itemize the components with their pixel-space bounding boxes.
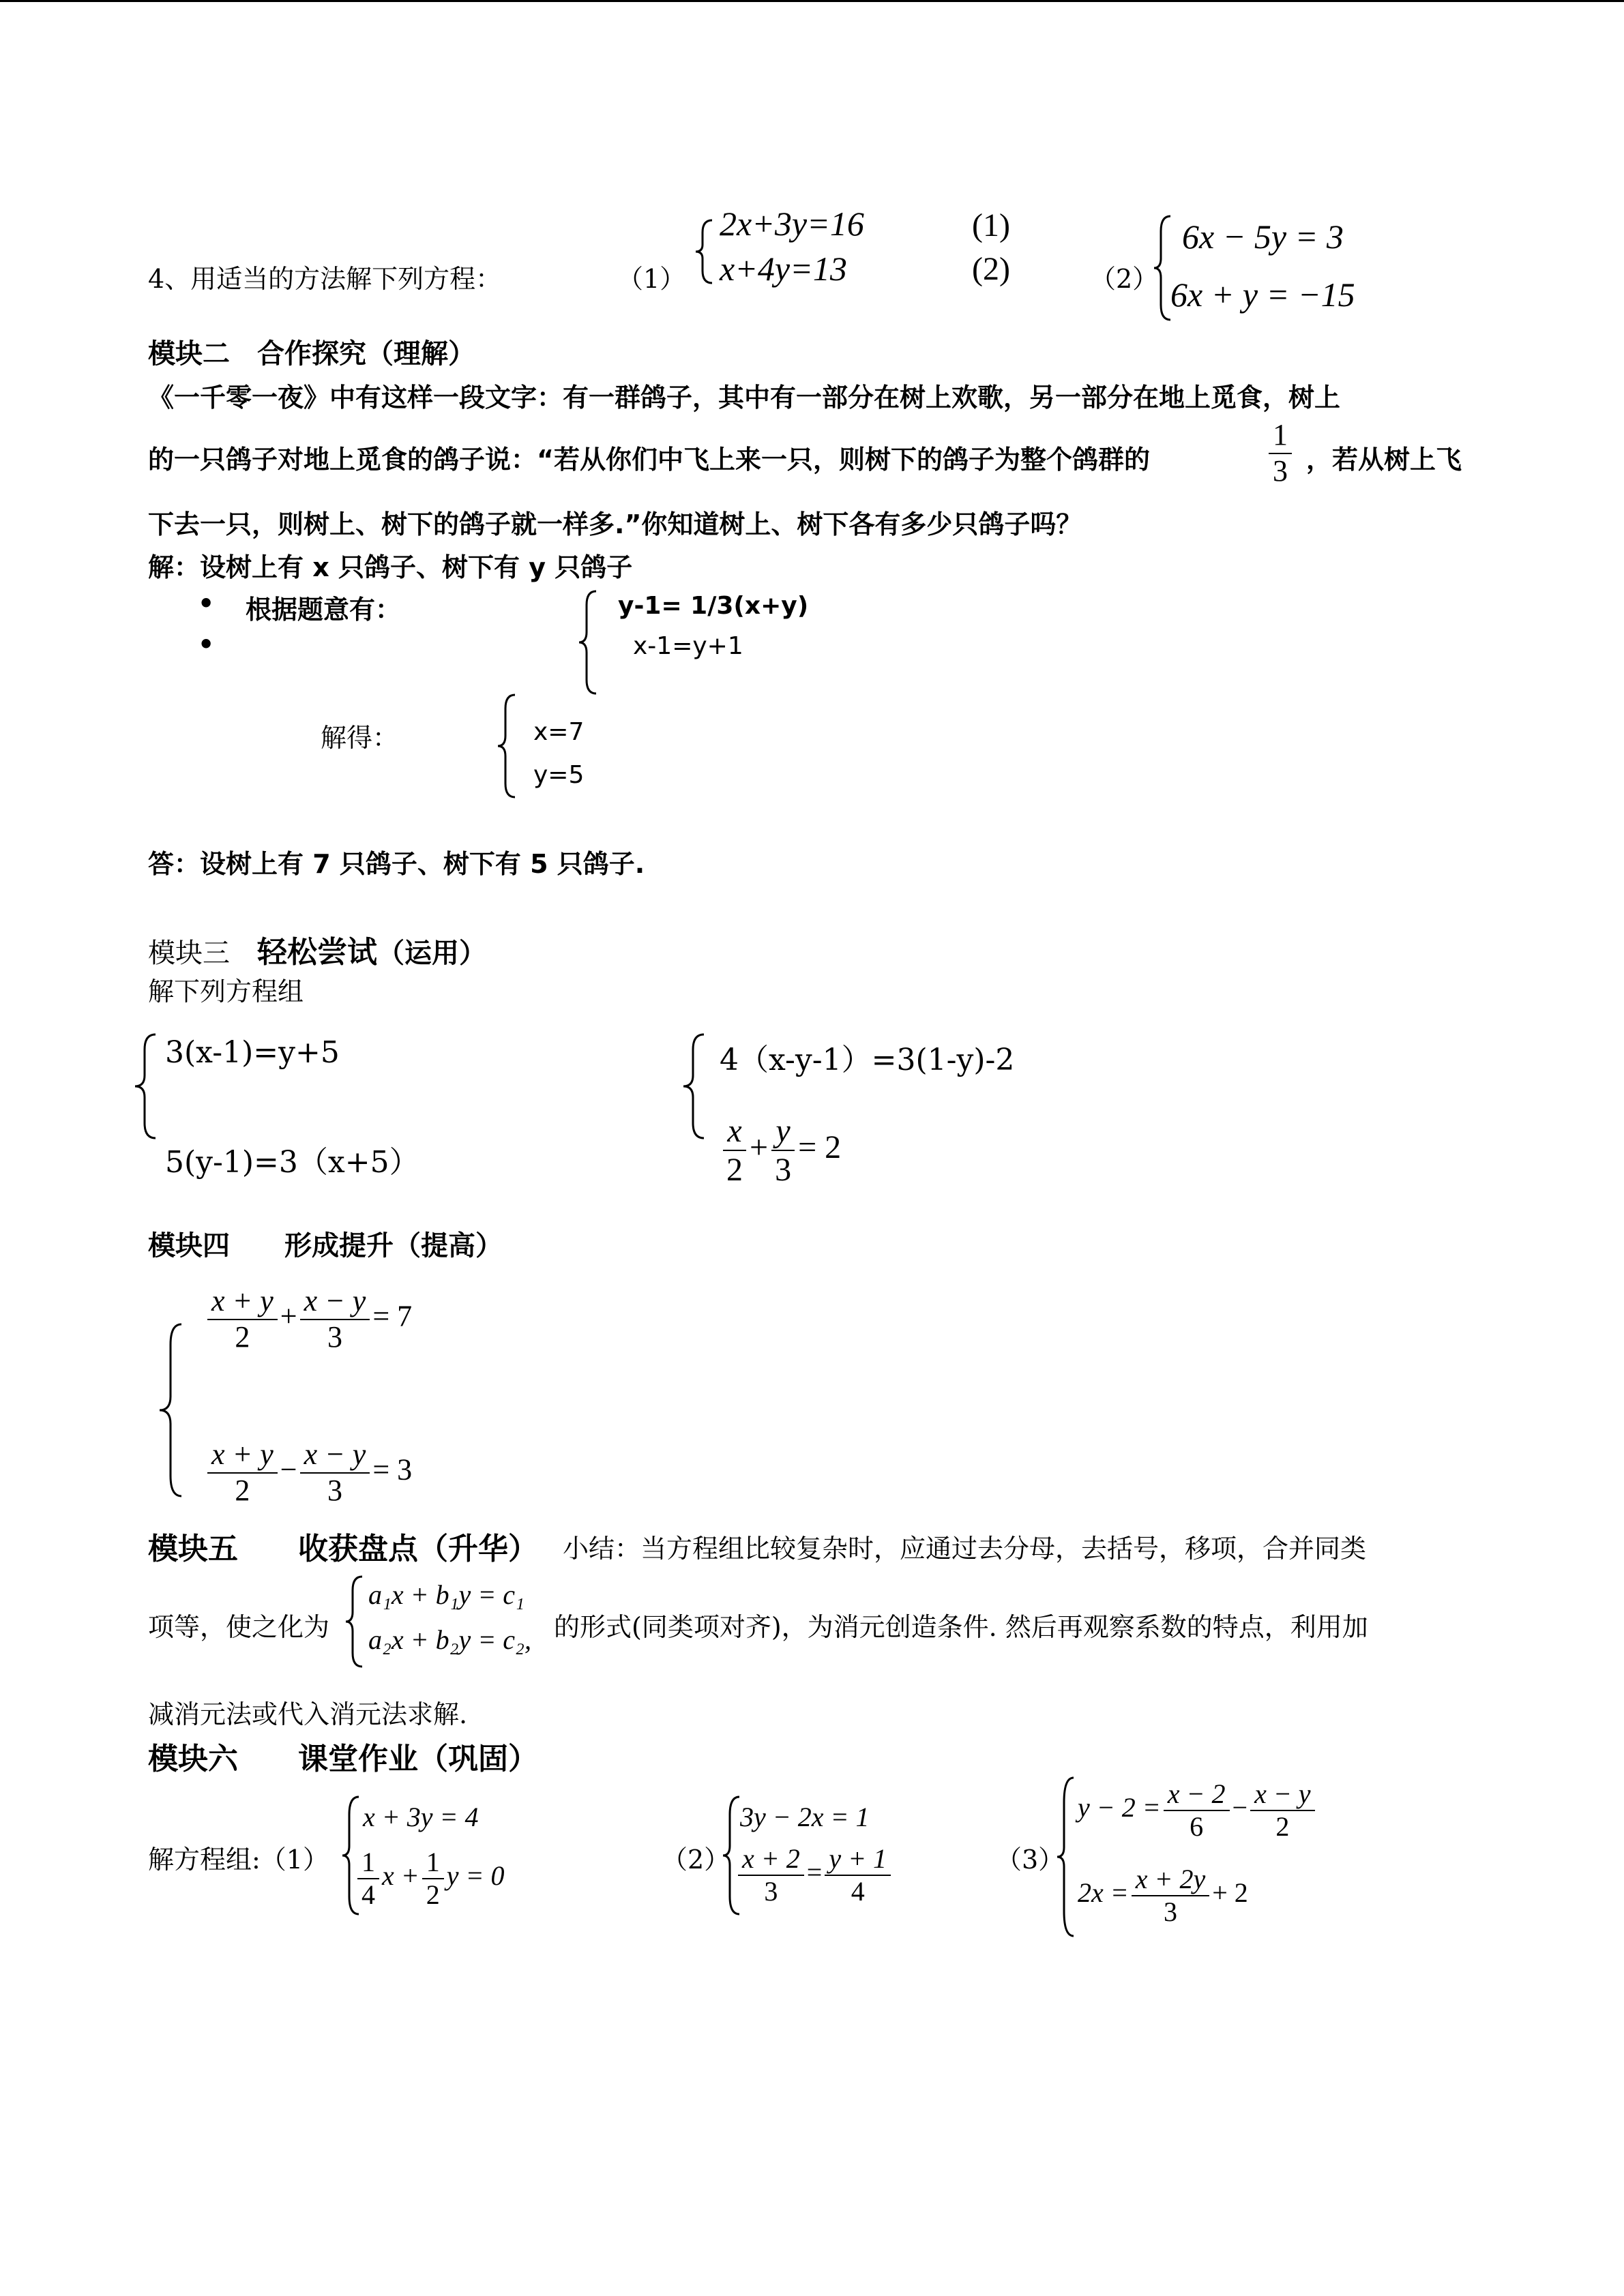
solution-x: x=7 [533, 718, 585, 746]
brace [157, 1322, 184, 1499]
system-a-eq1: 3(x-1)=y+5 [165, 1035, 340, 1070]
module5-heading: 模块五 收获盘点（升华） [148, 1532, 538, 1566]
module2-text-line2: 的一只鸽子对地上觅食的鸽子说：“若从你们中飞上来一只，则树下的鸽子为整个鸽群的 [148, 445, 1150, 475]
module5-summary: 小结：当方程组比较复杂时，应通过去分母，去括号，移项，合并同类 [563, 1534, 1367, 1564]
module6-label: 解方程组:（1） [148, 1845, 329, 1875]
solution-intro: 解：设树上有 x 只鸽子、树下有 y 只鸽子 [148, 552, 633, 582]
module5-line3: 减消元法或代入消元法求解. [148, 1699, 468, 1729]
module2-heading: 模块二 合作探究（理解） [148, 338, 475, 370]
hw2-label: （2） [662, 1845, 730, 1875]
q4-label: 4、用适当的方法解下列方程： [148, 264, 502, 294]
q4-sys1-tag1: (1) [972, 207, 1010, 243]
module4-eq2: $\frac{x + y}{2}$ − $\frac{x - y}{3}$ = 3 [205, 1437, 412, 1508]
brace [132, 1032, 160, 1141]
solved-label: 解得： [321, 723, 399, 753]
module3-subtitle: 解下列方程组 [148, 976, 304, 1007]
brace [681, 1032, 708, 1141]
module2-text-line2-end: ，若从树上飞 [1306, 445, 1462, 475]
brace [496, 692, 516, 800]
bullet: • [198, 588, 215, 618]
hw1-eq2: $\frac{1}{4}$ x + $\frac{1}{2}$ y = 0 [355, 1847, 505, 1911]
hw2-eq2: $\frac{x + 2}{3}$ = $\frac{y + 1}{4}$ [735, 1843, 894, 1907]
system-eq1: y-1= 1/3(x+y) [618, 592, 809, 620]
brace [694, 218, 715, 286]
q4-part1-label: （1） [617, 264, 686, 294]
q4-sys1-eq2: x+4y=13 [720, 250, 847, 288]
hw3-eq1: y − 2 = $\frac{x - 2}{6}$ − $\frac{x - y}{2}$ [1078, 1778, 1318, 1843]
system-eq2: x-1=y+1 [633, 632, 743, 660]
brace [577, 588, 597, 696]
hw2-eq1: 3y − 2x = 1 [740, 1802, 870, 1832]
general-form-eq1: a₁x + b₁y = c₁ [368, 1579, 525, 1610]
module4-heading: 模块四 形成提升（提高） [148, 1230, 503, 1262]
system-a-eq2: 5(y-1)=3（x+5） [165, 1145, 419, 1180]
general-form-eq2: a₂x + b₂y = c₂, [368, 1624, 531, 1655]
q4-sys2-eq1: 6x − 5y = 3 [1182, 218, 1344, 256]
bullet-text: 根据题意有： [246, 595, 402, 625]
system-b-eq2: $\frac{x}{2}$ + $\frac{y}{3}$ = 2 [720, 1112, 841, 1189]
q4-sys1-eq1: 2x+3y=16 [720, 205, 864, 243]
system-b-eq1: 4（x-y-1）=3(1-y)-2 [720, 1043, 1015, 1077]
module5-line2-end: 的形式(同类项对齐)，为消元创造条件. 然后再观察系数的特点，利用加 [554, 1612, 1368, 1642]
module2-text-line1: 《一千零一夜》中有这样一段文字：有一群鸽子，其中有一部分在树上欢歌，另一部分在地上觅食，树上 [148, 383, 1341, 413]
hw3-eq2: 2x = $\frac{x + 2y}{3}$ + 2 [1078, 1864, 1248, 1927]
module6-heading: 模块六 课堂作业（巩固） [148, 1742, 538, 1776]
hw1-eq1: x + 3y = 4 [363, 1802, 479, 1832]
answer: 答：设树上有 7 只鸽子、树下有 5 只鸽子. [148, 849, 645, 879]
brace [1056, 1775, 1076, 1939]
module3-heading: 模块三 轻松尝试（运用） [148, 935, 486, 970]
bullet: • [198, 629, 215, 659]
q4-sys2-eq2: 6x + y = −15 [1170, 275, 1355, 314]
q4-sys1-tag2: (2) [972, 251, 1010, 287]
module5-line2-start: 项等，使之化为 [148, 1612, 330, 1642]
module2-fraction: $\frac{1}{3}$ [1266, 418, 1295, 488]
brace [344, 1574, 365, 1669]
q4-part2-label: （2） [1090, 264, 1159, 294]
module4-eq1: $\frac{x + y}{2}$ + $\frac{x - y}{3}$ = 7 [205, 1284, 412, 1354]
module2-text-line3: 下去一只，则树上、树下的鸽子就一样多.”你知道树上、树下各有多少只鸽子吗？ [148, 509, 1082, 539]
hw3-label: （3） [996, 1845, 1065, 1875]
solution-y: y=5 [533, 761, 585, 789]
